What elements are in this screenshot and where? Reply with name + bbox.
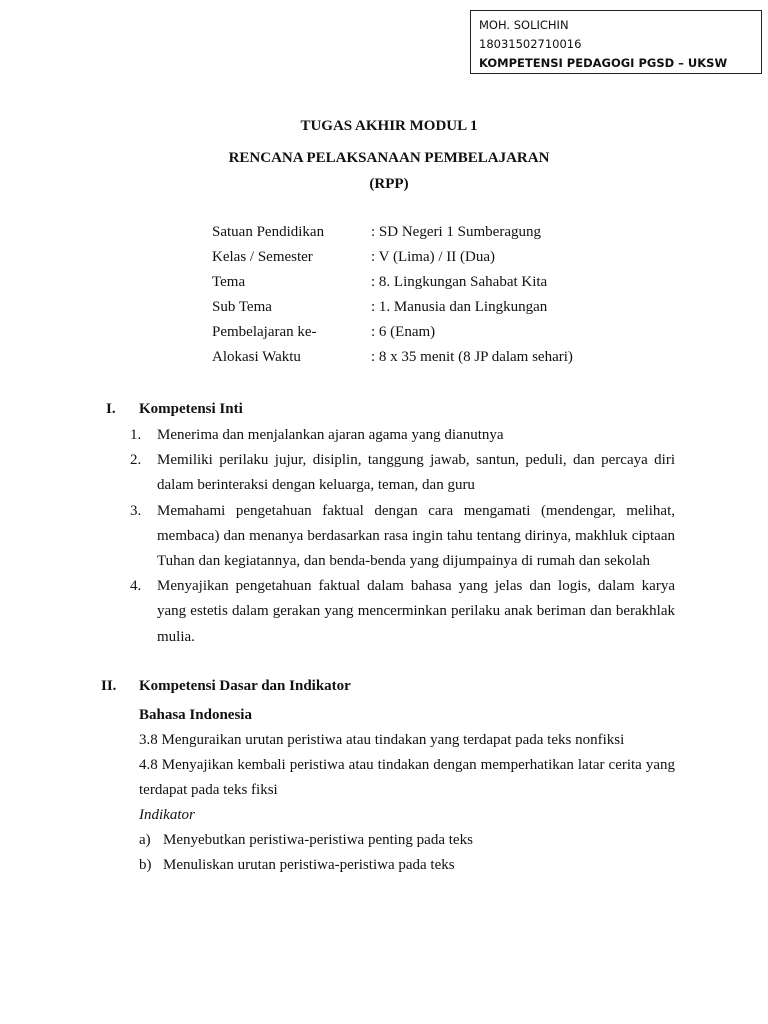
list-item xyxy=(139,828,675,853)
identity-value: : 1. Manusia dan Lingkungan xyxy=(371,299,548,315)
document-subtitle-abbr: (RPP) xyxy=(369,176,409,192)
indicator-list xyxy=(139,828,675,878)
identity-table xyxy=(212,224,632,374)
list-item xyxy=(139,853,675,878)
identity-label: Satuan Pendidikan xyxy=(212,224,325,240)
identity-row xyxy=(212,349,632,374)
author-id-number: 18031502710016 xyxy=(479,37,582,51)
identity-label: Tema xyxy=(212,274,246,290)
identity-row xyxy=(212,249,632,274)
list-item xyxy=(130,423,675,448)
identity-label: Sub Tema xyxy=(212,299,272,315)
identity-value: : 8. Lingkungan Sahabat Kita xyxy=(371,274,548,290)
list-item-number: 3. xyxy=(130,502,142,519)
basic-competency-3-8: 3.8 Menguraikan urutan peristiwa atau tindakan yang terdapat pada teks nonfiksi xyxy=(139,732,625,748)
identity-value: : 6 (Enam) xyxy=(371,324,436,340)
identity-row xyxy=(212,274,632,299)
document-title: TUGAS AKHIR MODUL 1 xyxy=(300,118,478,134)
list-item-text: Memahami pengetahuan faktual dengan cara mengamati (mendengar, melihat, membaca) dan menanya berdasarkan rasa ingin tahu tentang dirinya, makhluk ciptaan Tuhan dan kegiatannya, dan benda-benda yang dijumpainya di rumah dan sekolah xyxy=(157,502,675,570)
list-item xyxy=(130,448,675,498)
section1-numeral: I. xyxy=(106,401,116,417)
basic-competency-4-8: 4.8 Menyajikan kembali peristiwa atau tindakan dengan memperhatikan latar cerita yang terdapat pada teks fiksi xyxy=(139,757,675,798)
author-program: KOMPETENSI PEDAGOGI PGSD – UKSW xyxy=(479,56,728,70)
list-item-number: 4. xyxy=(130,578,142,595)
identity-value: : SD Negeri 1 Sumberagung xyxy=(371,224,541,240)
list-item-number: 2. xyxy=(130,452,142,469)
identity-label: Pembelajaran ke- xyxy=(212,324,317,340)
competency-list xyxy=(130,423,675,650)
subject-heading: Bahasa Indonesia xyxy=(139,707,252,723)
section2-heading: Kompetensi Dasar dan Indikator xyxy=(139,678,351,694)
section2-numeral: II. xyxy=(101,678,117,694)
list-item xyxy=(130,574,675,650)
identity-value: : 8 x 35 menit (8 JP dalam sehari) xyxy=(371,349,573,365)
section1-heading: Kompetensi Inti xyxy=(139,401,243,417)
identity-row xyxy=(212,224,632,249)
list-item-number: b) xyxy=(139,857,152,874)
identity-label: Kelas / Semester xyxy=(212,249,313,265)
list-item-text: Memiliki perilaku jujur, disiplin, tanggung jawab, santun, peduli, dan percaya diri dalam berinteraksi dengan keluarga, teman, dan guru xyxy=(157,452,675,494)
identity-label: Alokasi Waktu xyxy=(212,349,301,365)
identity-row xyxy=(212,299,632,324)
identity-value: : V (Lima) / II (Dua) xyxy=(371,249,495,265)
document-subtitle: RENCANA PELAKSANAAN PEMBELAJARAN xyxy=(228,150,550,166)
list-item-text: Menyajikan pengetahuan faktual dalam bahasa yang jelas dan logis, dalam karya yang estetis dalam gerakan yang mencerminkan perilaku anak beriman dan berakhlak mulia. xyxy=(157,578,675,645)
list-item-number: 1. xyxy=(130,427,142,443)
author-name: MOH. SOLICHIN xyxy=(479,18,569,32)
list-item xyxy=(130,499,675,575)
identity-row xyxy=(212,324,632,349)
list-item-number: a) xyxy=(139,832,151,848)
author-box xyxy=(470,10,762,74)
indicator-label: Indikator xyxy=(139,807,195,823)
list-item-text: Menyebutkan peristiwa-peristiwa penting pada teks xyxy=(163,832,473,848)
list-item-text: Menerima dan menjalankan ajaran agama yang dianutnya xyxy=(157,427,504,443)
list-item-text: Menuliskan urutan peristiwa-peristiwa pada teks xyxy=(163,857,455,874)
